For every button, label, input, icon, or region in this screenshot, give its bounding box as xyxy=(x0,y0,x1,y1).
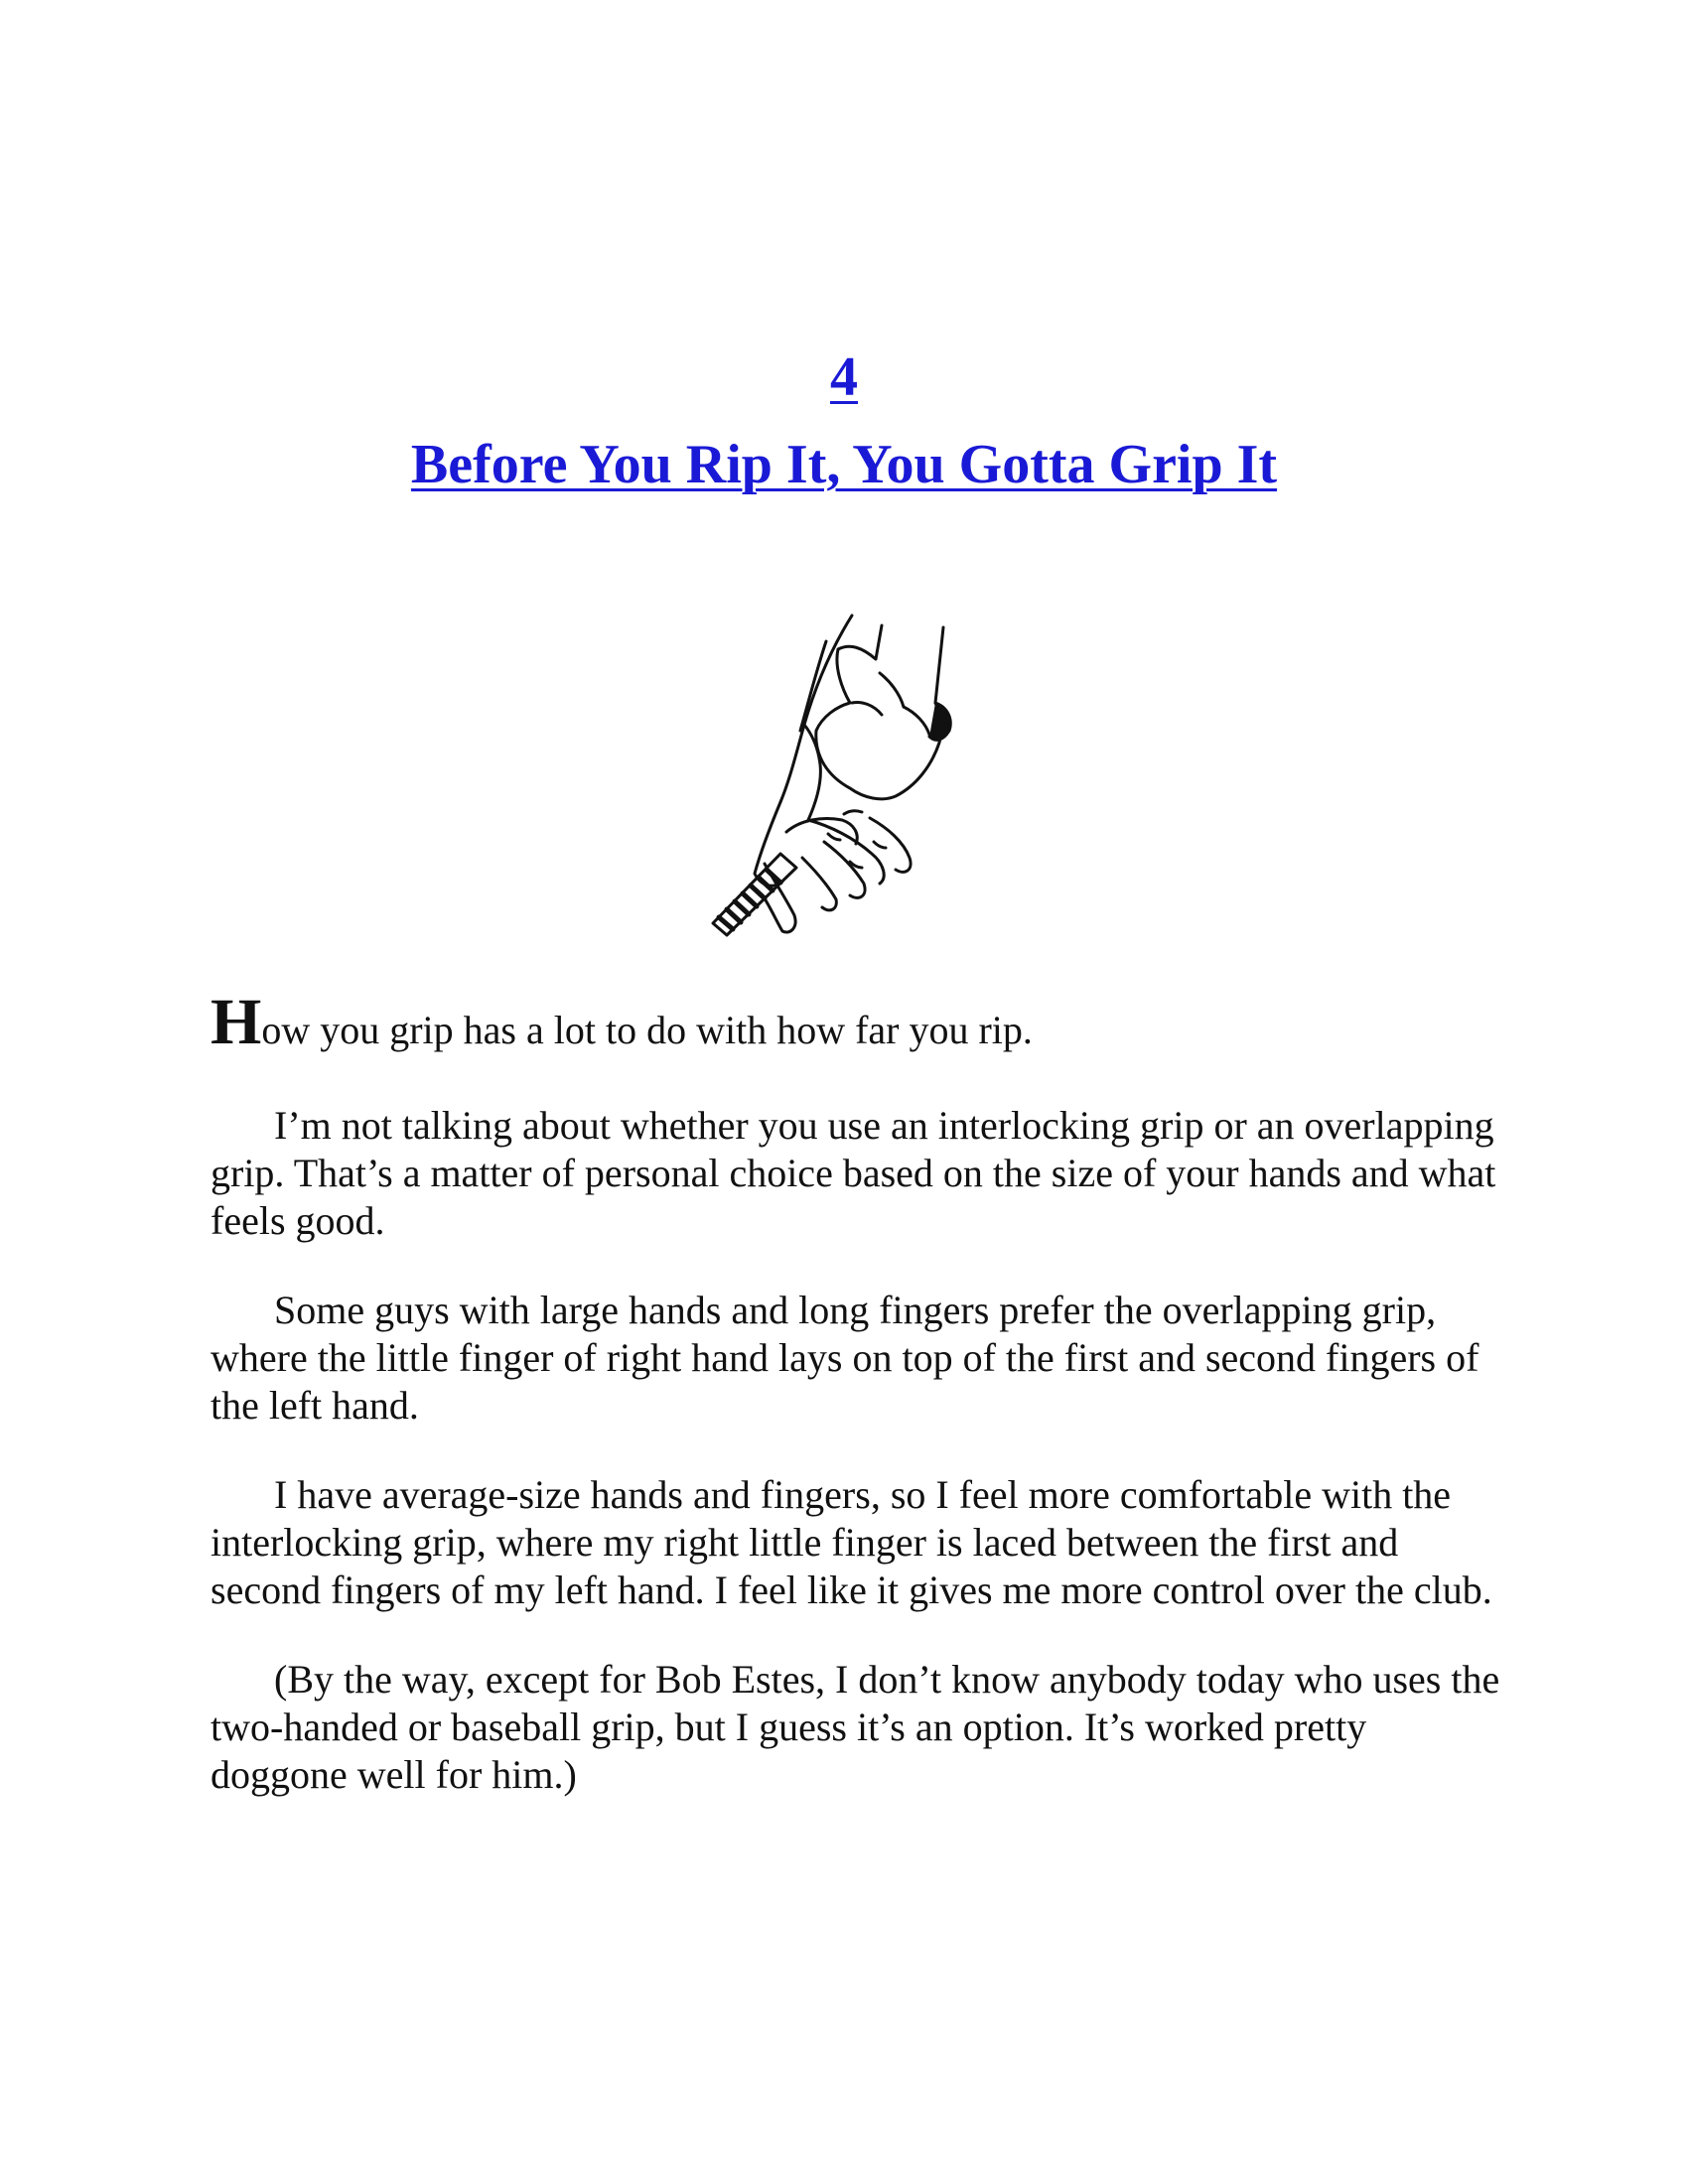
chapter-number-link[interactable]: 4 xyxy=(830,346,858,408)
golf-grip-illustration xyxy=(705,608,993,945)
paragraph-1-text: ow you grip has a lot to do with how far you rip. xyxy=(261,1008,1033,1052)
golf-grip-hands-icon xyxy=(705,608,993,945)
paragraph-4: I have average-size hands and fingers, so I feel more comfortable with the interlocking grip, where my right little finger is laced between the first and second fingers of my left hand. I feel like it gives me more control over the club. xyxy=(211,1472,1492,1612)
paragraph-5: (By the way, except for Bob Estes, I don’t know anybody today who uses the two-handed or baseball grip, but I guess it’s an option. It’s worked pretty doggone well for him.) xyxy=(211,1657,1500,1797)
chapter-number xyxy=(0,346,1688,408)
chapter-title xyxy=(0,434,1688,495)
chapter-title-link[interactable]: Before You Rip It, You Gotta Grip It xyxy=(410,434,1278,495)
paragraph-1 xyxy=(211,986,1501,1058)
paragraph-2: I’m not talking about whether you use an interlocking grip or an overlapping grip. That’s a matter of personal choice based on the size of your hands and what feels good. xyxy=(211,1103,1496,1243)
dropcap-letter: H xyxy=(211,986,262,1058)
paragraph-3: Some guys with large hands and long fingers prefer the overlapping grip, where the little finger of right hand lays on top of the first and second fingers of the left hand. xyxy=(211,1288,1479,1428)
body-text xyxy=(211,986,1501,1841)
